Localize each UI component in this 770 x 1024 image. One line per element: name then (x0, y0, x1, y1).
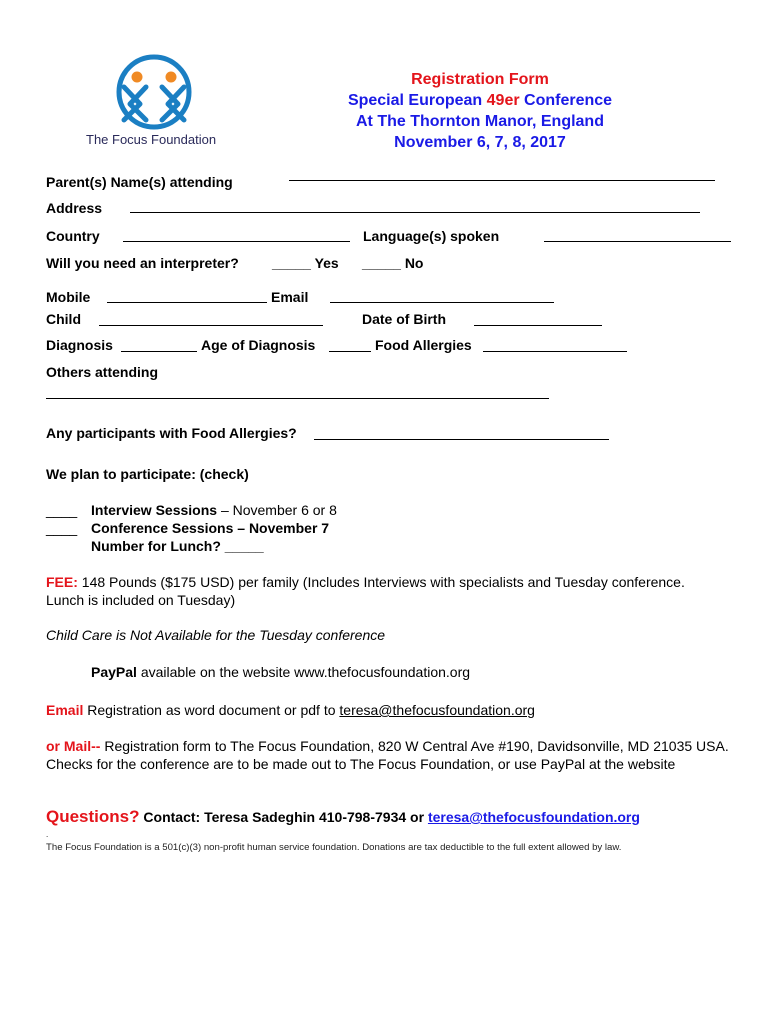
title-block (320, 69, 640, 153)
diagnosis-label: Diagnosis (46, 337, 113, 353)
childcare-note: Child Care is Not Available for the Tuesday conference (46, 627, 386, 643)
participation-heading: We plan to participate: (check) (46, 466, 249, 482)
others-label: Others attending (46, 364, 159, 380)
logo (84, 54, 224, 150)
parents-label: Parent(s) Name(s) attending (46, 174, 233, 190)
venue-title: At The Thornton Manor, England (356, 113, 604, 130)
parents-field[interactable] (289, 180, 715, 181)
logo-text: The Focus Foundation (86, 132, 217, 147)
email-label: Email (271, 289, 309, 305)
address-label: Address (46, 200, 103, 216)
age-diagnosis-field[interactable] (329, 351, 371, 352)
questions-line: Questions? Contact: Teresa Sadeghin 410-798-7934 or teresa@thefocusfoundation.org (46, 807, 640, 826)
food-allergies-label: Food Allergies (375, 337, 472, 353)
fee-label: FEE: (46, 574, 78, 590)
conference-sessions: Conference Sessions – November 7 (91, 520, 330, 536)
dob-label: Date of Birth (362, 311, 446, 327)
paypal-note: PayPal available on the website www.thefocusfoundation.org (91, 664, 471, 680)
conference-title: Special European 49er Conference (347, 92, 613, 109)
interview-checkbox[interactable]: ____ (46, 502, 78, 518)
others-field[interactable] (46, 398, 549, 399)
country-field[interactable] (123, 241, 350, 242)
languages-field[interactable] (544, 241, 731, 242)
address-field[interactable] (130, 212, 700, 213)
any-allergies-field[interactable] (314, 439, 609, 440)
food-allergies-field[interactable] (483, 351, 627, 352)
date-title: November 6, 7, 8, 2017 (394, 134, 566, 151)
interpreter-no[interactable]: _____ No (362, 255, 424, 271)
age-diagnosis-label: Age of Diagnosis (201, 337, 316, 353)
interview-sessions: Interview Sessions – November 6 or 8 (91, 502, 337, 518)
mobile-field[interactable] (107, 302, 267, 303)
diagnosis-field[interactable] (121, 351, 197, 352)
registration-email-link[interactable]: teresa@thefocusfoundation.org (339, 702, 535, 718)
email-field[interactable] (330, 302, 554, 303)
footer-note: The Focus Foundation is a 501(c)(3) non-profit human service foundation. Donations are tax deductible to the full extent allowed by law. (46, 842, 622, 853)
mobile-label: Mobile (46, 289, 91, 305)
contact-email-link[interactable]: teresa@thefocusfoundation.org (427, 809, 640, 825)
interpreter-label: Will you need an interpreter? (46, 255, 239, 271)
lunch-count[interactable]: Number for Lunch? _____ (91, 538, 264, 554)
country-label: Country (46, 228, 100, 244)
fee-paragraph: FEE: 148 Pounds ($175 USD) per family (Includes Interviews with specialists and Tuesday conference. Lunch is included on Tuesday) (46, 574, 685, 608)
conference-checkbox[interactable]: ____ (46, 520, 78, 536)
languages-label: Language(s) spoken (363, 228, 500, 244)
dob-field[interactable] (474, 325, 602, 326)
footer-dot: . (46, 830, 49, 839)
interpreter-yes[interactable]: _____ Yes (272, 255, 339, 271)
mail-paragraph: or Mail-- Registration form to The Focus Foundation, 820 W Central Ave #190, Davidsonville, MD 21035 USA. Checks for the conference are to be made out to The Focus Foundation, or use PayPal at the website (46, 738, 729, 772)
child-label: Child (46, 311, 81, 327)
focus-foundation-logo-icon (84, 54, 224, 130)
child-field[interactable] (99, 325, 323, 326)
form-title: Registration Form (411, 71, 549, 88)
any-allergies-label: Any participants with Food Allergies? (46, 425, 297, 441)
email-registration: Email Registration as word document or pdf to teresa@thefocusfoundation.org (46, 702, 535, 718)
